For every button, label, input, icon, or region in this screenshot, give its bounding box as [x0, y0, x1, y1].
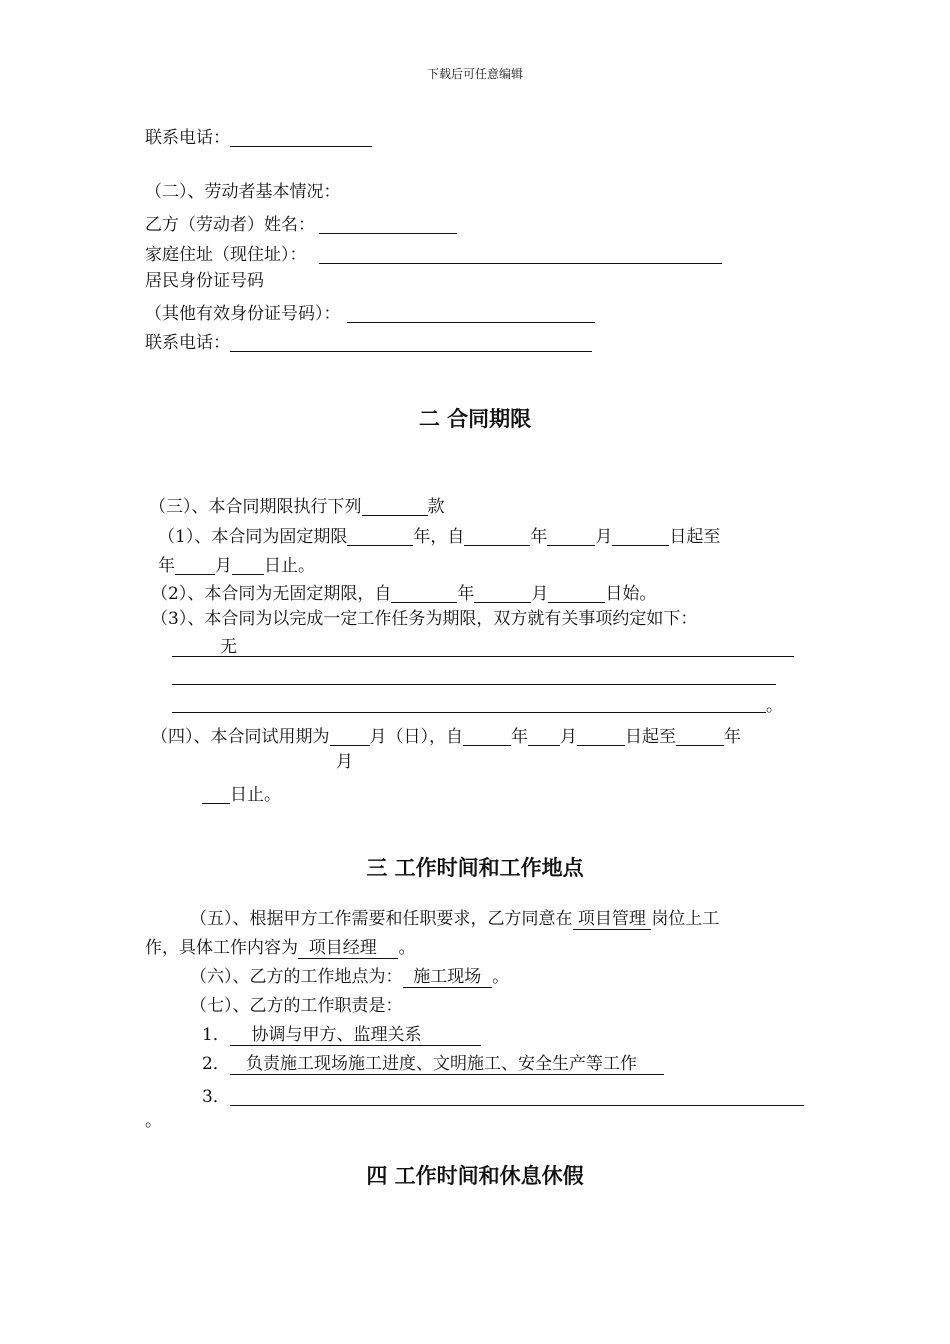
clause-3-row	[149, 495, 445, 516]
term-section-title: 二 合同期限	[418, 407, 532, 431]
clause-5-line-1	[190, 911, 719, 928]
work-content-value[interactable]: 项目经理	[298, 938, 399, 958]
party-b-address-field[interactable]	[319, 243, 722, 264]
probation-start-year-label: 年	[511, 727, 528, 747]
open-start-month-field[interactable]	[474, 582, 531, 603]
fixed-end-month-label: 月	[215, 556, 232, 576]
party-b-address-label: 家庭住址（现住址）：	[145, 245, 307, 265]
duty-number: 3．	[202, 1087, 230, 1107]
probation-start-month-label: 月	[560, 727, 577, 747]
party-b-phone-field[interactable]	[230, 331, 592, 352]
party-b-name-row	[145, 213, 457, 234]
probation-end-day-field[interactable]	[202, 783, 230, 804]
fixed-term-end-row	[158, 554, 315, 575]
clause-3-field[interactable]	[362, 495, 428, 516]
duty-item-3	[202, 1085, 804, 1106]
probation-end-row	[202, 783, 281, 804]
party-b-phone-row	[145, 331, 592, 352]
fixed-start-year-field[interactable]	[464, 525, 530, 546]
party-b-name-field[interactable]	[319, 213, 457, 234]
worktime-section-title: 三 工作时间和工作地点	[366, 856, 584, 880]
fixed-term-label: （1）、本合同为固定期限	[158, 527, 348, 547]
duties-end-mark: 。	[145, 1111, 162, 1131]
duty-item-1	[202, 1027, 481, 1044]
duty-number: 2．	[202, 1054, 230, 1074]
party-b-id-label-2: （其他有效身份证号码）：	[145, 304, 341, 324]
fixed-start-day-label: 日起至	[669, 527, 721, 547]
probation-end-year-label: 年	[724, 727, 741, 747]
task-period-mark: 。	[766, 696, 783, 716]
task-line-3[interactable]	[172, 712, 766, 713]
task-term-text: （3）、本合同为以完成一定工作任务为期限，双方就有关事项约定如下：	[151, 609, 698, 629]
probation-end-label: 日止。	[230, 785, 281, 805]
party-a-phone-label: 联系电话：	[145, 128, 230, 148]
fixed-end-day-label: 日止。	[264, 556, 315, 576]
task-term-value: 无	[220, 637, 237, 657]
open-term-row	[151, 582, 656, 603]
task-line-2[interactable]	[172, 684, 776, 685]
open-start-year-field[interactable]	[391, 582, 457, 603]
fixed-start-year-label: 年	[530, 527, 548, 547]
fixed-start-day-field[interactable]	[612, 525, 669, 546]
probation-start-month-field[interactable]	[528, 725, 560, 746]
clause-5-post-label: 岗位上工	[651, 909, 720, 929]
fixed-end-year-label: 年	[158, 556, 175, 576]
duty-field-3[interactable]	[230, 1085, 804, 1106]
party-b-section-title: （二）、劳动者基本情况：	[145, 182, 341, 202]
clause-5-end: 。	[398, 938, 416, 958]
probation-start-year-field[interactable]	[463, 725, 511, 746]
probation-row	[151, 725, 741, 746]
probation-label: （四）、本合同试用期为	[151, 727, 330, 747]
clause-3-text: （三）、本合同期限执行下列	[149, 497, 362, 517]
open-term-label: （2）、本合同为无固定期限，自	[151, 584, 392, 604]
fixed-end-year-field[interactable]	[175, 554, 215, 575]
clause-6-end: 。	[492, 967, 510, 987]
party-b-address-row	[145, 243, 722, 264]
probation-end-year-field[interactable]	[676, 725, 724, 746]
probation-start-day-field[interactable]	[577, 725, 625, 746]
open-start-year-label: 年	[457, 584, 475, 604]
duty-text[interactable]: 协调与甲方、监理关系	[229, 1025, 481, 1045]
duty-number: 1．	[202, 1025, 230, 1045]
party-a-phone-row	[145, 126, 372, 147]
page-header: 下载后可任意编辑	[426, 67, 523, 81]
probation-from-label: 月（日），自	[369, 727, 463, 747]
work-location-label: （六）、乙方的工作地点为：	[190, 967, 403, 987]
fixed-start-month-field[interactable]	[547, 525, 595, 546]
probation-end-month-label: 月	[336, 752, 353, 772]
party-b-id-row	[145, 302, 595, 323]
work-content-label: 作，具体工作内容为	[145, 938, 298, 958]
open-start-day-field[interactable]	[548, 582, 605, 603]
work-location-value[interactable]: 施工现场	[402, 967, 493, 987]
task-line-1[interactable]	[172, 656, 794, 657]
duty-item-2	[202, 1056, 664, 1073]
clause-5-line-2	[145, 940, 415, 957]
party-b-id-label-1: 居民身份证号码	[145, 271, 264, 291]
duty-text[interactable]: 负责施工现场施工进度、文明施工、安全生产等工作	[229, 1054, 665, 1074]
fixed-years-field[interactable]	[347, 525, 413, 546]
clause-7-text: （七）、乙方的工作职责是：	[190, 996, 403, 1016]
party-b-phone-label: 联系电话：	[145, 333, 230, 353]
open-start-day-label: 日始。	[605, 584, 657, 604]
fixed-start-month-label: 月	[595, 527, 613, 547]
probation-start-day-label: 日起至	[625, 727, 676, 747]
position-value[interactable]: 项目管理	[572, 909, 652, 929]
clause-6-row	[190, 969, 509, 986]
clause-3-suffix: 款	[427, 497, 445, 517]
party-b-id-field[interactable]	[347, 302, 595, 323]
fixed-end-day-field[interactable]	[232, 554, 264, 575]
fixed-term-row	[158, 525, 720, 546]
party-a-phone-field[interactable]	[230, 126, 372, 147]
rest-section-title: 四 工作时间和休息休假	[366, 1164, 584, 1188]
probation-months-field[interactable]	[330, 725, 370, 746]
clause-5-text: （五）、根据甲方工作需要和任职要求，乙方同意在	[190, 909, 573, 929]
fixed-from-label: 年，自	[413, 527, 465, 547]
party-b-name-label: 乙方（劳动者）姓名：	[145, 215, 315, 235]
open-start-month-label: 月	[531, 584, 549, 604]
